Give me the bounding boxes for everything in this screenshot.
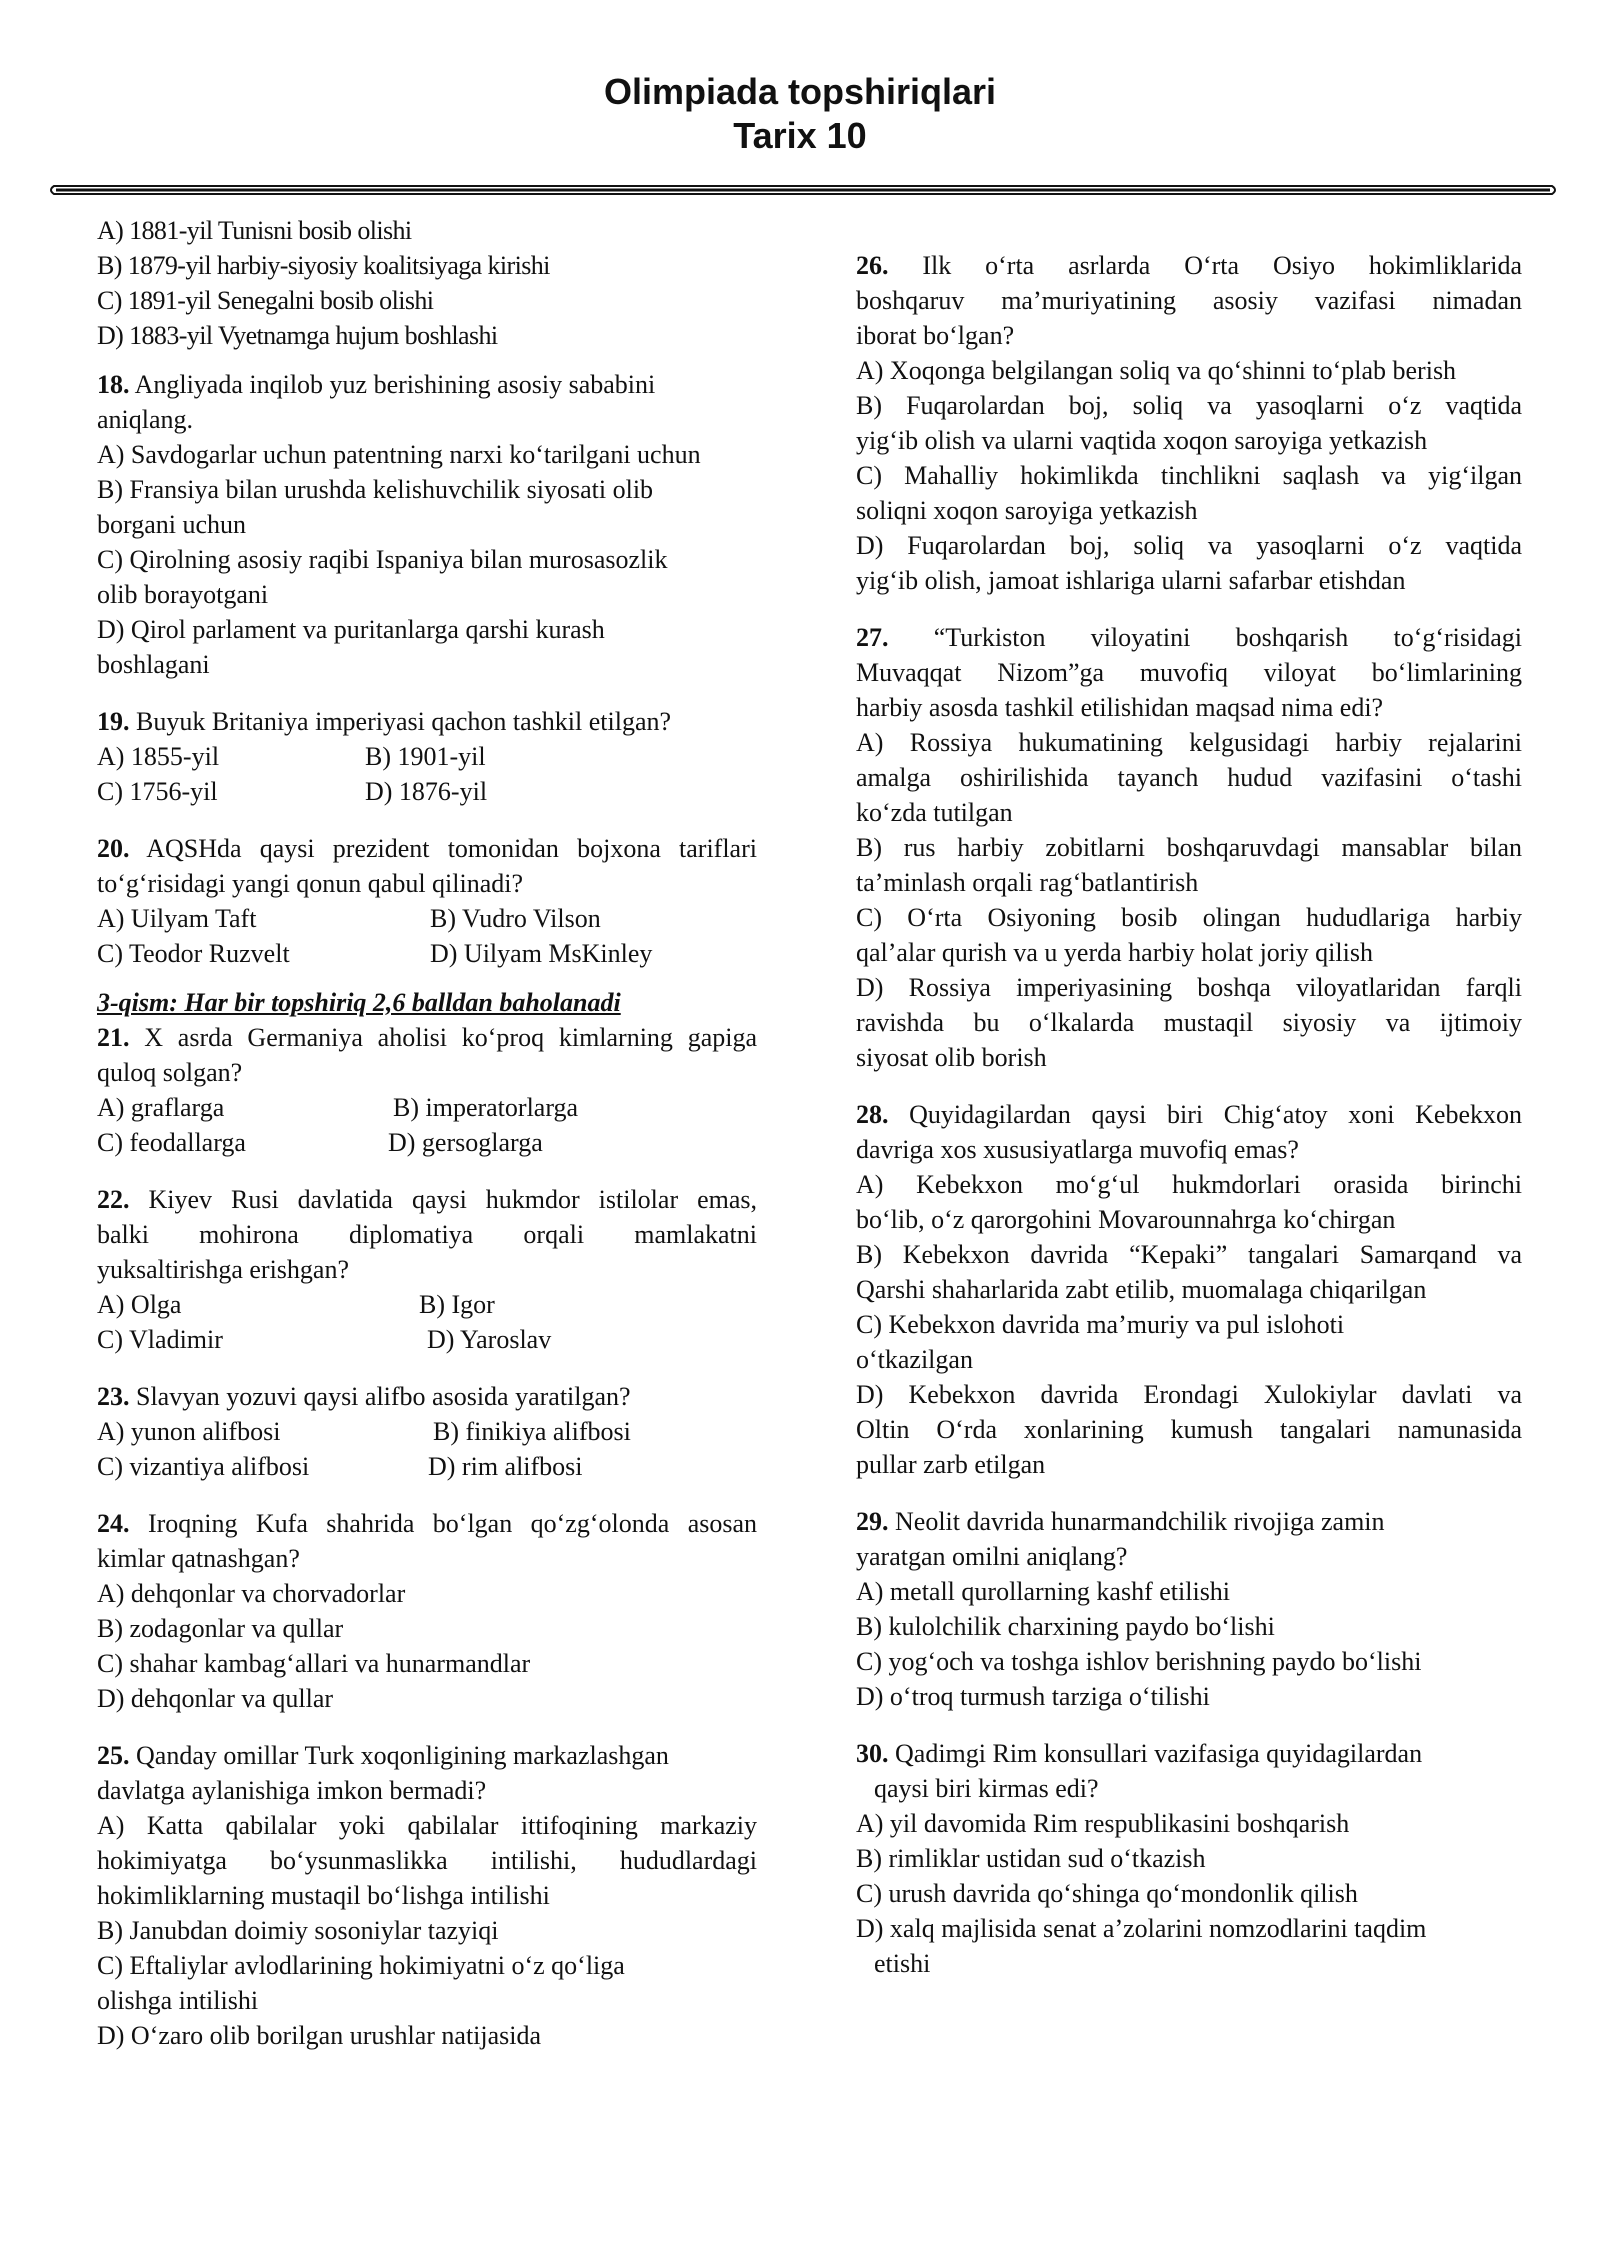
question-text: “Turkiston viloyatini boshqarish to‘g‘risidagi <box>933 623 1523 652</box>
option-b: B) 1879-yil harbiy-siyosiy koalitsiyaga kirishi <box>97 251 550 280</box>
option-c-cont: olib borayotgani <box>97 580 269 609</box>
option-d: D) Rossiya imperiyasining boshqa viloyatlaridan farqli <box>856 973 1522 1002</box>
question-text: Neolit davrida hunarmandchilik rivojiga zamin <box>895 1507 1385 1536</box>
option-d: D) rim alifbosi <box>428 1452 583 1481</box>
section-heading: 3-qism: Har bir topshiriq 2,6 balldan baholanadi <box>97 988 621 1017</box>
question-17 <box>97 213 757 353</box>
option-c: C) shahar kambag‘allari va hunarmandlar <box>97 1649 531 1678</box>
question-text-cont: kimlar qatnashgan? <box>97 1544 300 1573</box>
option-b-cont: ta’minlash orqali rag‘batlantirish <box>856 868 1199 897</box>
option-c: C) yog‘och va toshga ishlov berishning paydo bo‘lishi <box>856 1647 1422 1676</box>
option-b: B) finikiya alifbosi <box>433 1417 631 1446</box>
question-text: Kiyev Rusi davlatida qaysi hukmdor istilolar emas, <box>148 1185 757 1214</box>
question-text-cont: Muvaqqat Nizom”ga muvofiq viloyat bo‘limlarining <box>856 658 1522 687</box>
option-a-cont: bo‘lib, o‘z qarorgohini Movarounnahrga ko‘chirgan <box>856 1205 1396 1234</box>
option-c: C) urush davrida qo‘shinga qo‘mondonlik qilish <box>856 1879 1358 1908</box>
question-24 <box>97 1506 757 1716</box>
option-c: C) Kebekxon davrida ma’muriy va pul islohoti <box>856 1310 1345 1339</box>
question-text-cont: yuksaltirishga erishgan? <box>97 1255 349 1284</box>
option-b: B) Igor <box>419 1290 495 1319</box>
option-c: C) vizantiya alifbosi <box>97 1452 310 1481</box>
option-a: A) Xoqonga belgilangan soliq va qo‘shinni to‘plab berish <box>856 356 1457 385</box>
question-text-cont: davriga xos xususiyatlarga muvofiq emas? <box>856 1135 1299 1164</box>
option-d-cont: ravishda bu o‘lkalarda mustaqil siyosiy va ijtimoiy <box>856 1008 1522 1037</box>
option-a: A) graflarga <box>97 1093 225 1122</box>
option-a: A) Olga <box>97 1290 182 1319</box>
option-d-cont: boshlagani <box>97 650 210 679</box>
option-a-cont: hokimliklarning mustaqil bo‘lishga intilishi <box>97 1881 550 1910</box>
option-d: D) gersoglarga <box>388 1128 543 1157</box>
option-a-cont: amalga oshirilishida tayanch hudud vazifasini o‘tashi <box>856 763 1522 792</box>
option-a: A) yil davomida Rim respublikasini boshqarish <box>856 1809 1350 1838</box>
option-d-cont: yig‘ib olish, jamoat ishlariga ularni safarbar etishdan <box>856 566 1406 595</box>
right-column <box>856 248 1522 1981</box>
question-text: Slavyan yozuvi qaysi alifbo asosida yaratilgan? <box>136 1382 631 1411</box>
option-d: D) 1876-yil <box>365 777 488 806</box>
option-c-cont: soliqni xoqon saroyiga yetkazish <box>856 496 1198 525</box>
question-text: Iroqning Kufa shahrida bo‘lgan qo‘zg‘olonda asosan <box>147 1509 758 1538</box>
option-d: D) Fuqarolardan boj, soliq va yasoqlarni o‘z vaqtida <box>856 531 1522 560</box>
option-b: B) Fuqarolardan boj, soliq va yasoqlarni o‘z vaqtida <box>856 391 1522 420</box>
left-column <box>97 213 757 2053</box>
option-a: A) metall qurollarning kashf etilishi <box>856 1577 1231 1606</box>
option-c: C) Qirolning asosiy raqibi Ispaniya bilan murosasozlik <box>97 545 668 574</box>
option-b: B) Janubdan doimiy sosoniylar tazyiqi <box>97 1916 499 1945</box>
option-a: A) yunon alifbosi <box>97 1417 281 1446</box>
question-25 <box>97 1738 757 2053</box>
question-number: 22. <box>97 1185 130 1214</box>
option-c: C) Vladimir <box>97 1325 223 1354</box>
question-number: 21. <box>97 1023 130 1052</box>
question-text-cont: quloq solgan? <box>97 1058 243 1087</box>
option-a: A) 1881-yil Tunisni bosib olishi <box>97 216 412 245</box>
option-a-cont: ko‘zda tutilgan <box>856 798 1013 827</box>
question-number: 19. <box>97 707 130 736</box>
question-text-cont: davlatga aylanishiga imkon bermadi? <box>97 1776 487 1805</box>
option-a: A) Savdogarlar uchun patentning narxi ko‘tarilgani uchun <box>97 440 701 469</box>
question-text: Qadimgi Rim konsullari vazifasiga quyidagilardan <box>895 1739 1423 1768</box>
question-text: Qanday omillar Turk xoqonligining markazlashgan <box>136 1741 669 1770</box>
option-c: C) Eftaliylar avlodlarining hokimiyatni o‘z qo‘liga <box>97 1951 625 1980</box>
option-b-cont: Qarshi shaharlarida zabt etilib, muomalaga chiqarilgan <box>856 1275 1427 1304</box>
option-d: D) Uilyam MsKinley <box>430 939 653 968</box>
question-29 <box>856 1504 1522 1714</box>
option-d-cont: pullar zarb etilgan <box>856 1450 1046 1479</box>
option-b: B) imperatorlarga <box>393 1093 579 1122</box>
question-text-cont: yaratgan omilni aniqlang? <box>856 1542 1128 1571</box>
option-c: C) O‘rta Osiyoning bosib olingan hududlariga harbiy <box>856 903 1522 932</box>
option-a: A) Rossiya hukumatining kelgusidagi harbiy rejalarini <box>856 728 1522 757</box>
option-d: D) 1883-yil Vyetnamga hujum boshlashi <box>97 321 498 350</box>
option-c: C) Teodor Ruzvelt <box>97 939 290 968</box>
option-b: B) 1901-yil <box>365 742 486 771</box>
option-d: D) Yaroslav <box>427 1325 552 1354</box>
option-b-cont: yig‘ib olish va ularni vaqtida xoqon saroyiga yetkazish <box>856 426 1428 455</box>
option-d-cont: etishi <box>874 1949 931 1978</box>
option-d: D) o‘troq turmush tarziga o‘tilishi <box>856 1682 1210 1711</box>
option-c: C) 1891-yil Senegalni bosib olishi <box>97 286 434 315</box>
question-text: Quyidagilardan qaysi biri Chig‘atoy xoni Kebekxon <box>909 1100 1523 1129</box>
option-c: C) Mahalliy hokimlikda tinchlikni saqlash va yig‘ilgan <box>856 461 1522 490</box>
question-20 <box>97 831 757 971</box>
page-title: Olimpiada topshiriqlari <box>603 71 997 112</box>
option-b-cont: borgani uchun <box>97 510 246 539</box>
option-d-cont: Oltin O‘rda xonlarining kumush tangalari namunasida <box>856 1415 1522 1444</box>
option-b: B) kulolchilik charxining paydo bo‘lishi <box>856 1612 1275 1641</box>
question-text-cont: qaysi biri kirmas edi? <box>874 1774 1099 1803</box>
option-c-cont: olishga intilishi <box>97 1986 259 2015</box>
option-b: B) rimliklar ustidan sud o‘tkazish <box>856 1844 1206 1873</box>
question-18 <box>97 367 757 682</box>
option-a: A) 1855-yil <box>97 742 220 771</box>
option-a: A) Kebekxon mo‘g‘ul hukmdorlari orasida birinchi <box>856 1170 1522 1199</box>
question-number: 26. <box>856 251 889 280</box>
question-28 <box>856 1097 1522 1482</box>
option-b: B) rus harbiy zobitlarni boshqaruvdagi mansablar bilan <box>856 833 1522 862</box>
question-number: 28. <box>856 1100 889 1129</box>
option-d: D) O‘zaro olib borilgan urushlar natijasida <box>97 2021 542 2050</box>
question-number: 23. <box>97 1382 130 1411</box>
option-a: A) Katta qabilalar yoki qabilalar ittifoqining markaziy <box>97 1811 757 1840</box>
question-number: 20. <box>97 834 130 863</box>
question-number: 25. <box>97 1741 130 1770</box>
header-divider <box>48 184 1558 196</box>
question-19 <box>97 704 757 809</box>
option-a: A) dehqonlar va chorvadorlar <box>97 1579 406 1608</box>
question-23 <box>97 1379 757 1484</box>
option-d: D) dehqonlar va qullar <box>97 1684 334 1713</box>
question-text-cont: harbiy asosda tashkil etilishidan maqsad nima edi? <box>856 693 1384 722</box>
question-number: 30. <box>856 1739 889 1768</box>
question-number: 27. <box>856 623 889 652</box>
page-header <box>0 70 1600 158</box>
option-b: B) Vudro Vilson <box>430 904 601 933</box>
option-c: C) 1756-yil <box>97 777 218 806</box>
question-text: Buyuk Britaniya imperiyasi qachon tashkil etilgan? <box>136 707 672 736</box>
question-text: X asrda Germaniya aholisi ko‘proq kimlarning gapiga <box>144 1023 757 1052</box>
page-subtitle: Tarix 10 <box>733 115 867 156</box>
option-c: C) feodallarga <box>97 1128 246 1157</box>
option-b: B) Fransiya bilan urushda kelishuvchilik siyosati olib <box>97 475 654 504</box>
question-number: 29. <box>856 1507 889 1536</box>
question-text: Angliyada inqilob yuz berishining asosiy sababini <box>134 370 656 399</box>
question-number: 18. <box>97 370 130 399</box>
option-d: D) Kebekxon davrida Erondagi Xulokiylar davlati va <box>856 1380 1522 1409</box>
question-21 <box>97 1020 757 1160</box>
option-a-cont: hokimiyatga bo‘ysunmaslikka intilishi, hududlardagi <box>97 1846 757 1875</box>
question-text-cont: iborat bo‘lgan? <box>856 321 1015 350</box>
question-22 <box>97 1182 757 1357</box>
question-30 <box>856 1736 1522 1981</box>
question-26 <box>856 248 1522 598</box>
question-text-cont: boshqaruv ma’muriyatining asosiy vazifasi nimadan <box>856 286 1522 315</box>
option-d-cont: siyosat olib borish <box>856 1043 1047 1072</box>
option-d: D) xalq majlisida senat a’zolarini nomzodlarini taqdim <box>856 1914 1427 1943</box>
option-b: B) Kebekxon davrida “Kepaki” tangalari Samarqand va <box>856 1240 1522 1269</box>
option-a: A) Uilyam Taft <box>97 904 257 933</box>
question-27 <box>856 620 1522 1075</box>
question-text-cont: balki mohirona diplomatiya orqali mamlakatni <box>97 1220 757 1249</box>
question-number: 24. <box>97 1509 130 1538</box>
question-text: Ilk o‘rta asrlarda O‘rta Osiyo hokimliklarida <box>922 251 1523 280</box>
question-text: AQSHda qaysi prezident tomonidan bojxona tariflari <box>146 834 757 863</box>
option-c-cont: qal’alar qurish va u yerda harbiy holat joriy qilish <box>856 938 1373 967</box>
option-c-cont: o‘tkazilgan <box>856 1345 973 1374</box>
option-b: B) zodagonlar va qullar <box>97 1614 344 1643</box>
question-text-cont: aniqlang. <box>97 405 194 434</box>
question-text-cont: to‘g‘risidagi yangi qonun qabul qilinadi? <box>97 869 524 898</box>
option-d: D) Qirol parlament va puritanlarga qarshi kurash <box>97 615 605 644</box>
